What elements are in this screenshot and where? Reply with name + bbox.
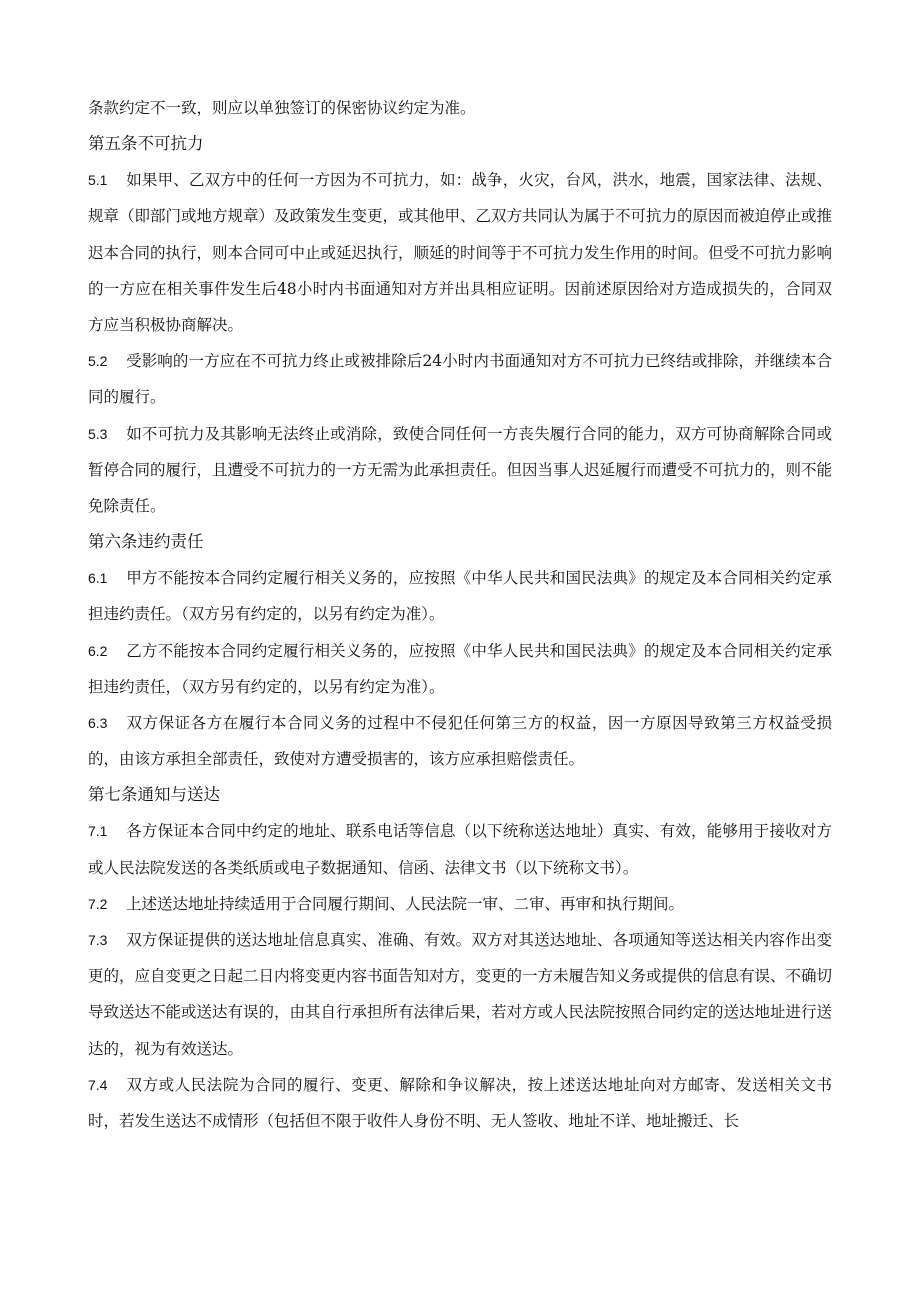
clause-7-3: [88, 922, 832, 1067]
clause-number: 6.3: [88, 715, 108, 732]
clause-text: 双方保证提供的送达地址信息真实、准确、有效。双方对其送达地址、各项通知等送达相关内容作出变更的，应自变更之日起二日内将变更内容书面告知对方，变更的一方未履告知义务或提供的信息有误、不确切导致送达不能或送达有误的，由其自行承担所有法律后果，若对方或人民法院按照合同约定的送达地址进行送达的，视为有效送达。: [88, 931, 833, 1058]
clause-text: 甲方不能按本合同约定履行相关义务的，应按照《中华人民共和国民法典》的规定及本合同相关约定承担违约责任。（双方另有约定的，以另有约定为准）。: [88, 569, 832, 624]
clause-number: 5.2: [88, 353, 108, 370]
clause-text: 上述送达地址持续适用于合同履行期间、人民法院一审、二审、再审和执行期间。: [126, 894, 685, 913]
section-heading-7: 第七条通知与送达: [88, 785, 220, 805]
clause-text: 如果甲、乙双方中的任何一方因为不可抗力，如：战争，火灾，台风，洪水，地震，国家法律、法规、规章（即部门或地方规章）及政策发生变更，或其他甲、乙双方共同认为属于不可抗力的原因而被迫停止或推迟本合同的执行，则本合同可中止或延迟执行，顺延的时间等于不可抗力发生作用的时间。但受不可抗力影响的一方应在相关事件发生后48小时内书面通知对方并出具相应证明。因前述原因给对方造成损失的，合同双方应当积极协商解决。: [88, 171, 833, 335]
section-heading-6: 第六条违约责任: [88, 532, 204, 552]
clause-number: 7.3: [88, 932, 108, 949]
clause-number: 7.2: [88, 895, 108, 912]
clause-7-4: [88, 1067, 832, 1139]
clause-number: 6.1: [88, 570, 108, 587]
clause-text: 受影响的一方应在不可抗力终止或被排除后24小时内书面通知对方不可抗力已终结或排除，并继续本合同的履行。: [88, 352, 832, 407]
clause-text: 各方保证本合同中约定的地址、联系电话等信息（以下统称送达地址）真实、有效，能够用于接收对方或人民法院发送的各类纸质或电子数据通知、信函、法律文书（以下统称文书）。: [88, 822, 832, 877]
clause-6-2: [88, 633, 832, 705]
continuation-paragraph: 条款约定不一致，则应以单独签订的保密协议约定为准。: [88, 99, 476, 117]
clause-text: 如不可抗力及其影响无法终止或消除，致使合同任何一方丧失履行合同的能力，双方可协商解除合同或暂停合同的履行，且遭受不可抗力的一方无需为此承担责任。但因当事人迟延履行而遭受不可抗力的，则不能免除责任。: [88, 424, 833, 516]
clause-number: 7.4: [88, 1076, 108, 1093]
document-page: [88, 90, 832, 1139]
clause-number: 6.2: [88, 642, 108, 659]
clause-number: 5.1: [88, 172, 108, 189]
clause-text: 乙方不能按本合同约定履行相关义务的，应按照《中华人民共和国民法典》的规定及本合同相关约定承担违约责任，（双方另有约定的，以另有约定为准）。: [88, 641, 832, 696]
section-heading-5: 第五条不可抗力: [88, 134, 204, 154]
clause-7-2: [88, 886, 832, 922]
clause-6-1: [88, 560, 832, 632]
clause-text: 双方保证各方在履行本合同义务的过程中不侵犯任何第三方的权益，因一方原因导致第三方权益受损的，由该方承担全部责任，致使对方遭受损害的，该方应承担赔偿责任。: [88, 714, 832, 769]
clause-text: 双方或人民法院为合同的履行、变更、解除和争议解决，按上述送达地址向对方邮寄、发送相关文书时，若发生送达不成情形（包括但不限于收件人身份不明、无人签收、地址不详、地址搬迁、长: [88, 1075, 832, 1131]
clause-7-1: [88, 813, 832, 885]
clause-number: 7.1: [88, 823, 108, 840]
clause-6-3: [88, 705, 832, 777]
clause-5-2: [88, 343, 832, 415]
clause-5-1: [88, 162, 832, 343]
clause-5-3: [88, 416, 832, 525]
clause-number: 5.3: [88, 425, 108, 442]
